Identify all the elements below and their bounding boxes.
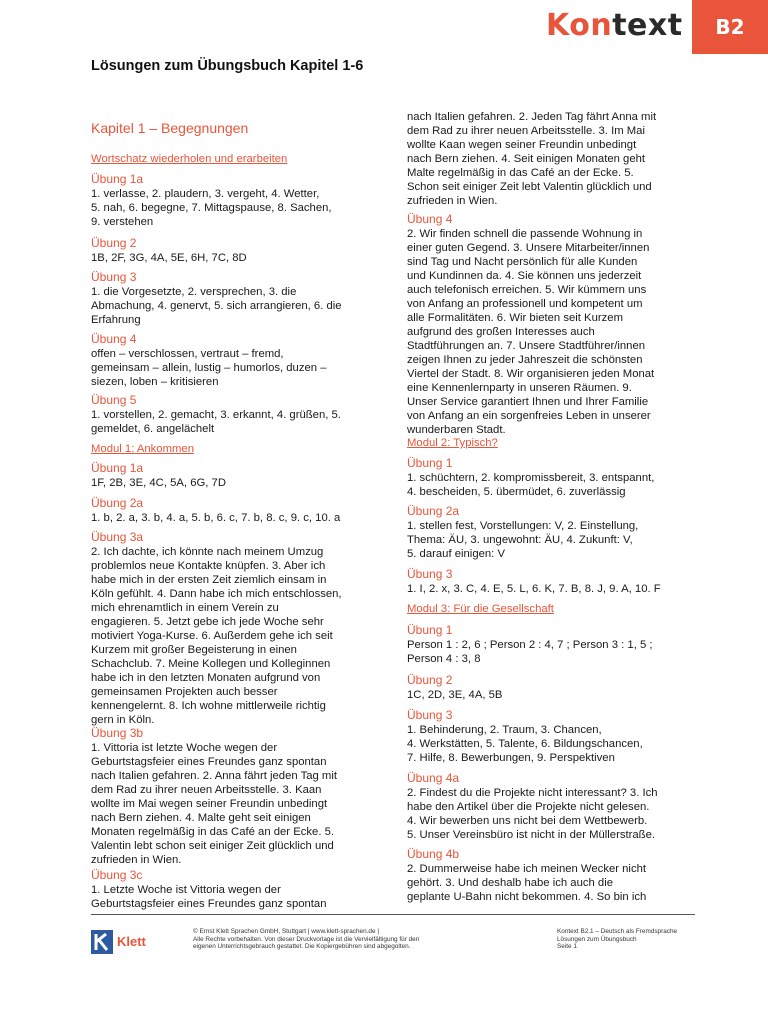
exercise-answer: 1C, 2D, 3E, 4A, 5B	[407, 689, 503, 701]
exercise-answer: 1. vorstellen, 2. gemacht, 3. erkannt, 4. grüßen, 5. gemeldet, 6. angelächelt	[91, 409, 341, 435]
brand-word-part-2: text	[612, 8, 683, 43]
exercise-answer: 1. stellen fest, Vorstellungen: V, 2. Einstellung, Thema: ÄU, 3. ungewohnt: ÄU, 4. Zukunft: V, 5. darauf einigen: V	[407, 520, 639, 560]
exercise-heading: Übung 3a	[91, 530, 144, 544]
book-info: Kontext B2.1 – Deutsch als Fremdsprache Lösungen zum Übungsbuch Seite 1	[557, 928, 678, 951]
section-heading: Modul 3: Für die Gesellschaft	[407, 603, 554, 615]
exercise-heading: Übung 4b	[407, 847, 460, 861]
brand-word-part-1: Kon	[546, 8, 613, 43]
exercise-answer: nach Italien gefahren. 2. Jeden Tag fährt Anna mit dem Rad zu ihrer neuen Arbeitsstelle. 3. Im Mai wollte Kaan wegen seiner Freundin unbedingt nach Bern ziehen. 4. Seit einigen Monaten geht Malte regelmäßig in das Café an der Ecke. 5. Schon seit einiger Zeit lebt Valentin glücklich und zufrieden in Wien.	[407, 111, 657, 207]
klett-logo	[91, 930, 147, 954]
level-badge: B2	[692, 0, 768, 54]
exercise-heading: Übung 2	[407, 673, 453, 687]
exercise-heading: Übung 3	[91, 270, 137, 284]
exercise-heading: Übung 1a	[91, 461, 144, 475]
exercise-heading: Übung 5	[91, 393, 137, 407]
exercise-answer: 1. I, 2. x, 3. C, 4. E, 5. L, 6. K, 7. B, 8. J, 9. A, 10. F	[407, 583, 661, 595]
copyright-notice: © Ernst Klett Sprachen GmbH, Stuttgart | www.klett-sprachen.de | Alle Rechte vorbehalten. Von dieser Druckvorlage ist die Vervielfältigung für den eigenen Unterrichtsgebrauch gestattet. Die Kopiergebühren sind abgegolten.	[193, 928, 420, 951]
exercise-answer: 1. schüchtern, 2. kompromissbereit, 3. entspannt, 4. bescheiden, 5. übermüdet, 6. zuverlässig	[407, 472, 655, 498]
footer-divider	[91, 914, 695, 915]
exercise-heading: Übung 2	[91, 236, 137, 250]
exercise-answer: Person 1 : 2, 6 ; Person 2 : 4, 7 ; Person 3 : 1, 5 ; Person 4 : 3, 8	[407, 639, 653, 665]
section-heading: Modul 1: Ankommen	[91, 443, 194, 455]
exercise-answer: 1. verlasse, 2. plaudern, 3. vergeht, 4. Wetter, 5. nah, 6. begegne, 7. Mittagspause, 8. Sachen, 9. verstehen	[91, 188, 332, 228]
exercise-answer: 2. Ich dachte, ich könnte nach meinem Umzug problemlos neue Kontakte knüpfen. 3. Aber ich habe mich in der ersten Zeit ziemlich einsam in Köln gefühlt. 4. Dann habe ich mich entschlossen, mich ehrenamtlich in einem Verein zu engagieren. 5. Jetzt gebe ich jede Woche sehr motiviert Yoga-Kurse. 6. Außerdem gehe ich seit Kurzem mit großer Begeisterung in einen Schachclub. 7. Meine Kollegen und Kolleginnen habe ich in den letzten Monaten aufgrund von gemeinsamen Projekten auch besser kennengelernt. 8. Ich wohne mittlerweile richtig gern in Köln.	[91, 546, 342, 726]
exercise-answer: 2. Wir finden schnell die passende Wohnung in einer guten Gegend. 3. Unsere Mitarbeiter/innen sind Tag und Nacht persönlich für alle Kunden und Kundinnen da. 4. Sie können uns jederzeit auch telefonisch erreichen. 5. Wir kümmern uns von Anfang an professionell und kompetent um alle Formalitäten. 6. Wir bieten seit Kurzem aufgrund des großen Interesses auch Stadtführungen an. 7. Unsere Stadtführer/innen zeigen Ihnen zu jeder Jahreszeit die schönsten Viertel der Stadt. 8. Wir organisieren jeden Monat eine Kennenlernparty in unseren Räumen. 9. Unser Service garantiert Ihnen und Ihrer Familie von Anfang an ein sorgenfreies Leben in unserer wunderbaren Stadt.	[407, 228, 655, 436]
brand-logo	[546, 8, 683, 43]
exercise-answer: 1. Behinderung, 2. Traum, 3. Chancen, 4. Werkstätten, 5. Talente, 6. Bildungschancen, 7. Hilfe, 8. Bewerbungen, 9. Perspektiven	[407, 724, 643, 764]
page-title: Lösungen zum Übungsbuch Kapitel 1-6	[91, 58, 364, 74]
klett-logo-icon	[91, 930, 113, 954]
exercise-heading: Übung 3	[407, 708, 453, 722]
brand-header	[538, 0, 768, 54]
exercise-heading: Übung 3c	[91, 868, 143, 882]
chapter-heading: Kapitel 1 – Begegnungen	[91, 120, 249, 136]
exercise-heading: Übung 1a	[91, 172, 144, 186]
exercise-heading: Übung 1	[407, 456, 453, 470]
exercise-answer: 1F, 2B, 3E, 4C, 5A, 6G, 7D	[91, 477, 226, 489]
exercise-heading: Übung 3b	[91, 726, 144, 740]
section-heading: Wortschatz wiederholen und erarbeiten	[91, 153, 288, 165]
exercise-answer: 1. Letzte Woche ist Vittoria wegen der Geburtstagsfeier eines Freundes ganz spontan	[91, 884, 327, 910]
exercise-answer: 1B, 2F, 3G, 4A, 5E, 6H, 7C, 8D	[91, 252, 247, 264]
exercise-answer: 2. Dummerweise habe ich meinen Wecker nicht gehört. 3. Und deshalb habe ich auch die geplante U-Bahn nicht bekommen. 4. So bin ich	[407, 863, 647, 903]
exercise-answer: 1. b, 2. a, 3. b, 4. a, 5. b, 6. c, 7. b, 8. c, 9. c, 10. a	[91, 512, 341, 524]
section-heading: Modul 2: Typisch?	[407, 437, 498, 449]
exercise-answer: 2. Findest du die Projekte nicht interessant? 3. Ich habe den Artikel über die Projekte nicht gelesen. 4. Wir bewerben uns nicht bei dem Wettbewerb. 5. Unser Vereinsbüro ist nicht in der Müllerstraße.	[407, 787, 658, 841]
exercise-answer: 1. Vittoria ist letzte Woche wegen der Geburtstagsfeier eines Freundes ganz spontan nach Italien gefahren. 2. Anna fährt jeden Tag mit dem Rad zu ihrer neuen Arbeitsstelle. 3. Kaan wollte im Mai wegen seiner Freundin unbedingt nach Bern ziehen. 4. Malte geht seit einigen Monaten regelmäßig in das Café an der Ecke. 5. Valentin lebt schon seit einiger Zeit glücklich und zufrieden in Wien.	[91, 742, 337, 866]
exercise-heading: Übung 1	[407, 623, 453, 637]
exercise-heading: Übung 4	[407, 212, 453, 226]
exercise-heading: Übung 4	[91, 332, 137, 346]
klett-logo-text: Klett	[117, 934, 146, 949]
exercise-answer: 1. die Vorgesetzte, 2. versprechen, 3. die Abmachung, 4. genervt, 5. sich arrangieren, 6. die Erfahrung	[91, 286, 342, 326]
exercise-heading: Übung 2a	[407, 504, 460, 518]
exercise-answer: offen – verschlossen, vertraut – fremd, gemeinsam – allein, lustig – humorlos, duzen – siezen, loben – kritisieren	[91, 348, 327, 388]
exercise-heading: Übung 3	[407, 567, 453, 581]
exercise-heading: Übung 2a	[91, 496, 144, 510]
exercise-heading: Übung 4a	[407, 771, 460, 785]
